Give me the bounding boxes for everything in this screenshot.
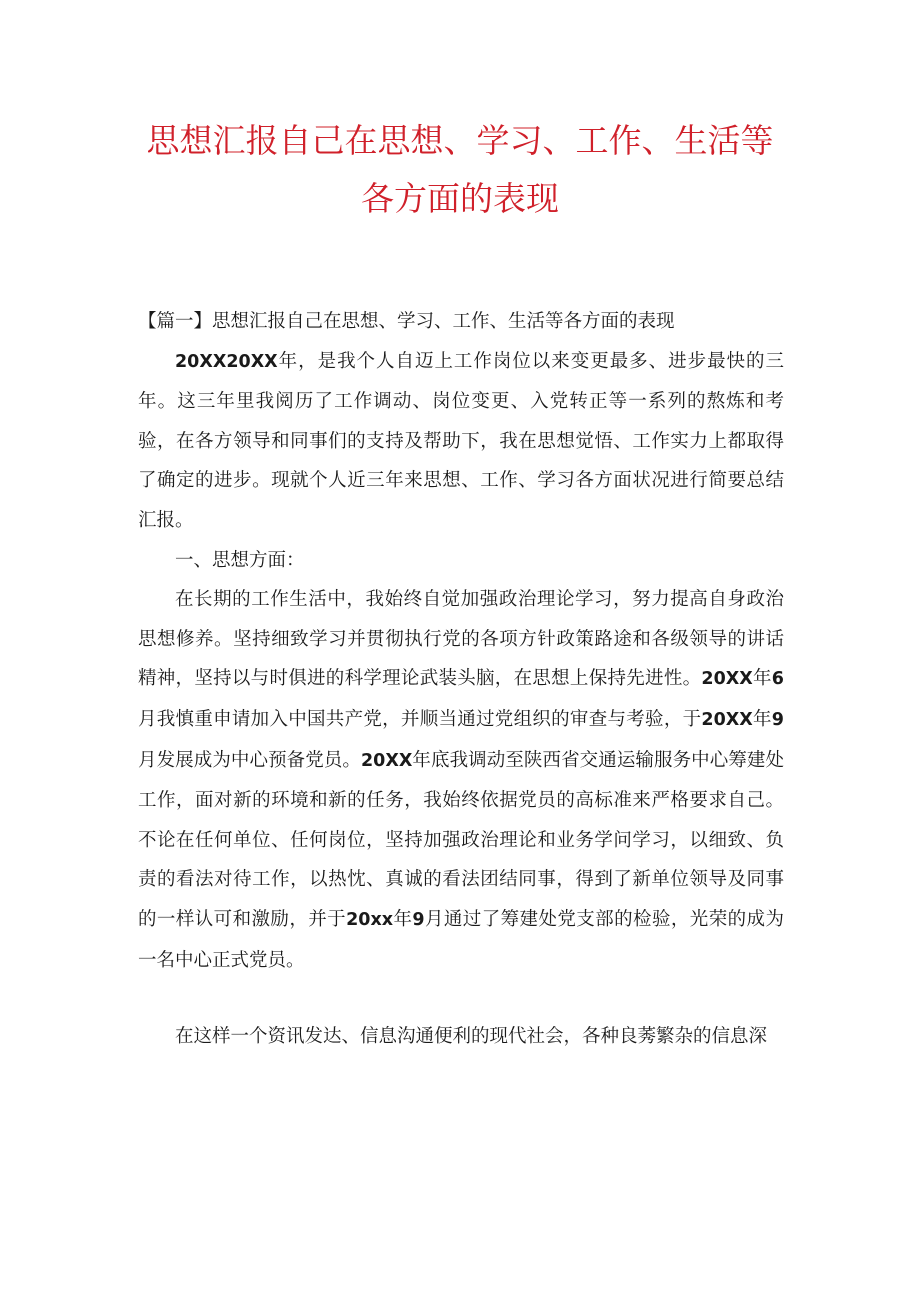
text-segment: 在长期的工作生活中，我始终自觉加强政治理论学习，努力提高自身政治思想修养。坚持细致学习并贯彻执行党的各项方针政策路途和各级领导的讲话精神，坚持以与时俱进的科学理论武装头脑，在思想上保持先进性。	[138, 589, 784, 690]
text-segment: 年	[752, 708, 772, 730]
year-number: 20XX	[701, 709, 753, 730]
text-segment: 年	[752, 668, 772, 690]
month-number: 9	[771, 709, 784, 730]
year-range: 20XX20XX	[175, 351, 278, 372]
month-number: 9	[412, 909, 425, 930]
intro-text: 年，是我个人自迈上工作岗位以来变更最多、进步最快的三年。这三年里我阅历了工作调动、岗位变更、入党转正等一系列的熬炼和考验，在各方领导和同事们的支持及帮助下，我在思想觉悟、工作实力上都取得了确定的进步。现就个人近三年来思想、工作、学习各方面状况进行简要总结汇报。	[138, 350, 784, 531]
year-number: 20XX	[361, 750, 413, 771]
text-segment: 月通过了筹建处党支部的检验，光荣的成为一名中心正式党员。	[138, 908, 784, 971]
paragraph-information: 在这样一个资讯发达、信息沟通便利的现代社会，各种良莠繁杂的信息深	[175, 1026, 768, 1048]
month-number: 6	[771, 669, 784, 690]
title-line-1: 思想汇报自己在思想、学习、工作、生活等	[146, 121, 774, 160]
text-segment: 年	[393, 908, 413, 930]
paragraph-gap	[138, 980, 784, 1017]
year-number: 20xx	[346, 909, 394, 930]
document-title	[120, 112, 800, 228]
paragraph-intro	[138, 342, 784, 541]
paragraph-ideology	[138, 580, 784, 980]
text-segment: 月我慎重申请加入中国共产党，并顺当通过党组织的审查与考验，于	[138, 708, 702, 730]
year-number: 20XX	[701, 669, 753, 690]
document-body	[138, 302, 784, 1057]
text-segment: 月发展成为中心预备党员。	[138, 749, 361, 771]
title-line-2: 各方面的表现	[361, 179, 559, 218]
subheading-ideology: 一、思想方面：	[175, 549, 305, 571]
section-heading: 【篇一】思想汇报自己在思想、学习、工作、生活等各方面的表现	[138, 311, 675, 332]
text-segment: 年底我调动至陕西省交通运输服务中心筹建处工作，面对新的环境和新的任务，我始终依据党员的高标准来严格要求自己。不论在任何单位、任何岗位，坚持加强政治理论和业务学问学习，以细致、负责的看法对待工作，以热忱、真诚的看法团结同事，得到了新单位领导及同事的一样认可和激励，并于	[138, 749, 784, 930]
